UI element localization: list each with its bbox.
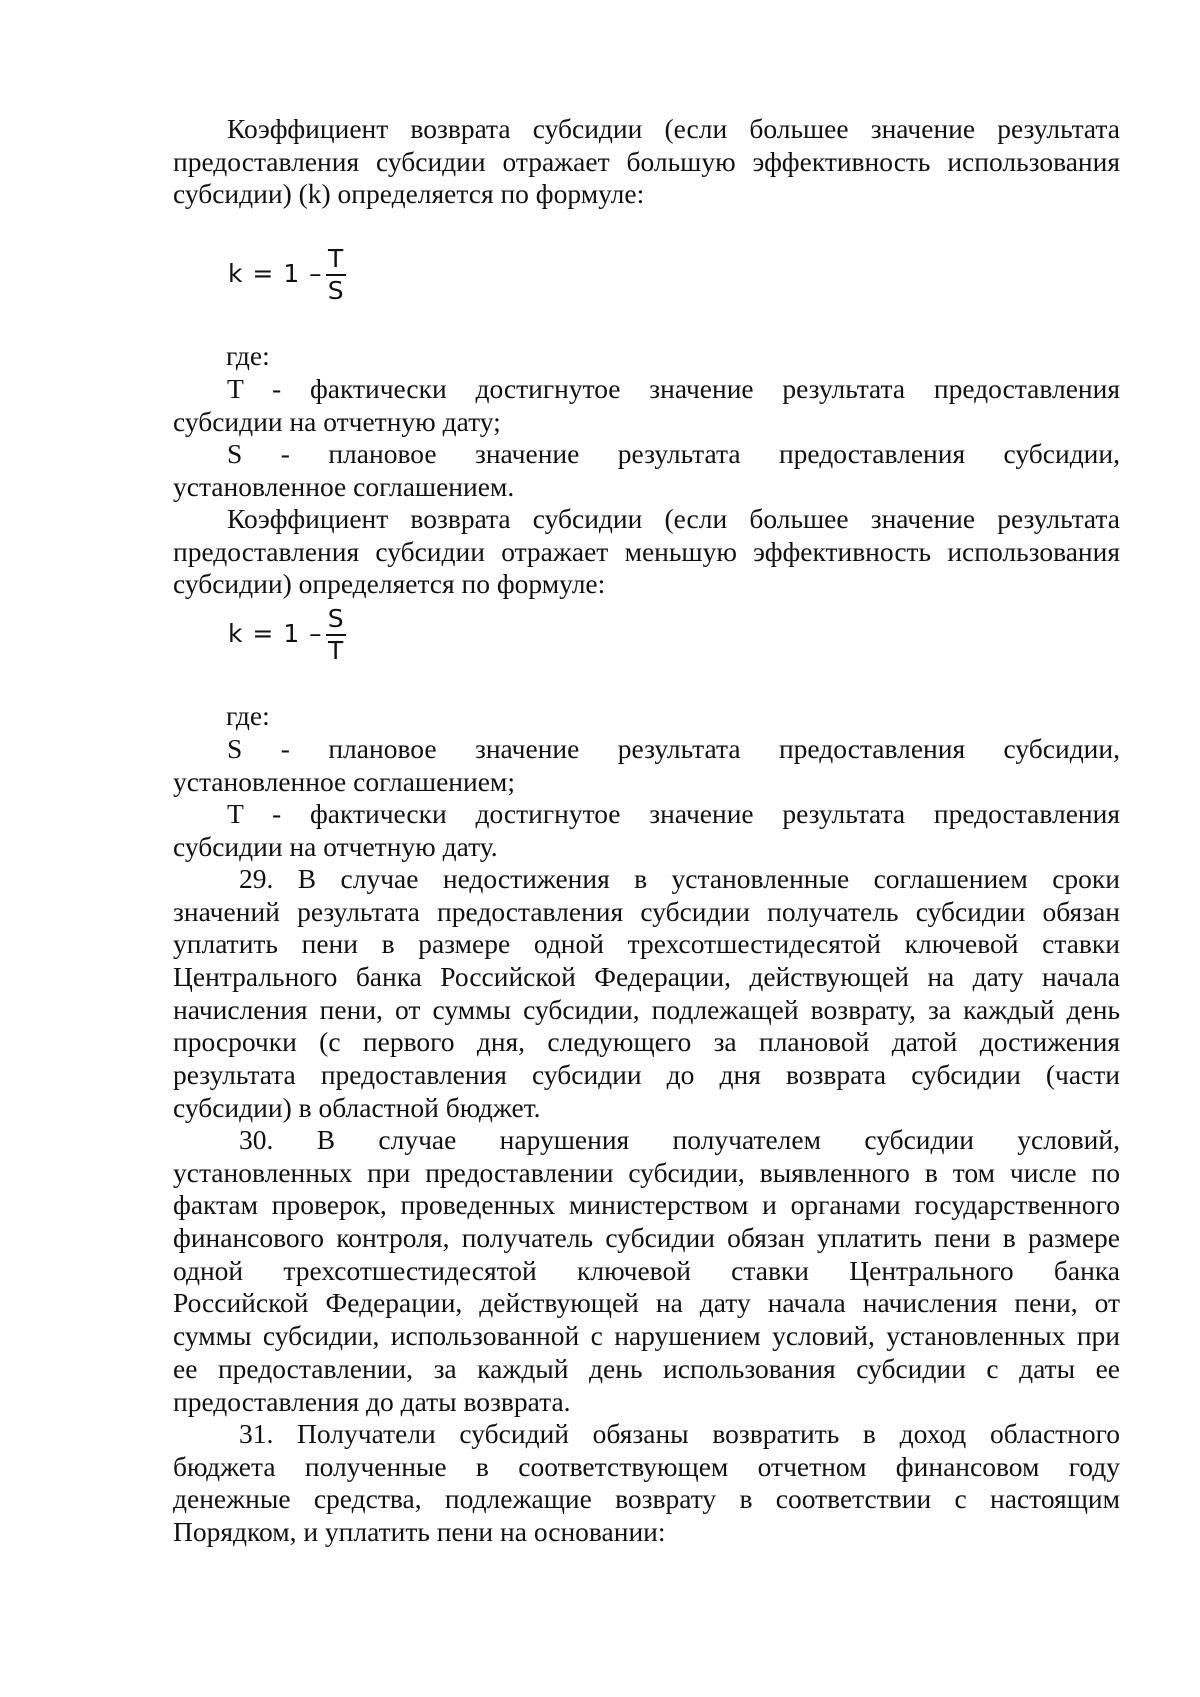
text-line: субсидии) (k) определяется по формуле:: [173, 178, 645, 210]
formula-lhs: k = 1 –: [228, 619, 323, 649]
text-line: бюджета полученные в соответствующем отчетном финансовом году: [173, 1450, 1120, 1482]
text-line: Российской Федерации, действующей на дату начала начисления пени, от: [173, 1287, 1120, 1319]
definition-s: [173, 438, 1120, 503]
text-line: одной трехсотшестидесятой ключевой ставки Центрального банка: [173, 1254, 1120, 1286]
text-line: субсидии) определяется по формуле:: [173, 568, 606, 600]
fraction-denominator: S: [327, 275, 344, 305]
text-line: Центрального банка Российской Федерации, действующей на дату начала: [173, 961, 1120, 993]
text-line: субсидии на отчетную дату.: [173, 830, 498, 862]
text-line: суммы субсидии, использованной с нарушением условий, установленных при: [173, 1320, 1120, 1352]
text-line: уплатить пени в размере одной трехсотшестидесятой ключевой ставки: [173, 928, 1120, 960]
fraction-numerator: T: [328, 244, 344, 273]
text-line: Порядком, и уплатить пени на основании:: [173, 1516, 666, 1548]
text-line: ее предоставлении, за каждый день использования субсидии с даты ее: [173, 1352, 1120, 1384]
text-line: субсидии) в областной бюджет.: [173, 1091, 541, 1123]
text-line: предоставления до даты возврата.: [173, 1385, 571, 1417]
text-line: Коэффициент возврата субсидии (если большее значение результата: [227, 113, 1120, 144]
text-line: финансового контроля, получатель субсидии обязан уплатить пени в размере: [173, 1222, 1120, 1254]
formula-k-one-minus-t-over-s: [228, 244, 346, 306]
text-line: T - фактически достигнутое значение результата предоставления: [227, 373, 1120, 404]
text-line: 31. Получатели субсидий обязаны возвратить в доход областного: [239, 1418, 1120, 1449]
text-line: предоставления субсидии отражает меньшую эффективность использования: [173, 535, 1120, 567]
text-line: результата предоставления субсидии до дня возврата субсидии (части: [173, 1059, 1120, 1091]
paragraph-coefficient-larger: [173, 113, 1120, 211]
paragraph-31: [173, 1418, 1120, 1549]
text-line: начисления пени, от суммы субсидии, подлежащей возврату, за каждый день: [173, 993, 1120, 1025]
fraction: [326, 604, 346, 666]
text-line: T - фактически достигнутое значение результата предоставления: [227, 798, 1120, 829]
text-line: денежные средства, подлежащие возврату в соответствии с настоящим: [173, 1483, 1120, 1515]
text-line: фактам проверок, проведенных министерством и органами государственного: [173, 1189, 1120, 1221]
paragraph-30: [173, 1124, 1120, 1418]
text-line: S - плановое значение результата предоставления субсидии,: [227, 438, 1120, 469]
text-line: просрочки (с первого дня, следующего за плановой датой достижения: [173, 1026, 1120, 1058]
fraction-numerator: S: [327, 604, 344, 633]
text-line: значений результата предоставления субсидии получатель субсидии обязан: [173, 895, 1120, 927]
formula-k-one-minus-s-over-t: [228, 604, 346, 666]
text-line: предоставления субсидии отражает большую эффективность использования: [173, 145, 1120, 177]
text-line: 29. В случае недостижения в установленные соглашением сроки: [239, 863, 1120, 894]
text-line: установленное соглашением.: [173, 470, 515, 502]
where-label: где:: [226, 340, 270, 371]
fraction-denominator: T: [328, 635, 344, 665]
fraction: [326, 244, 346, 306]
definition-t: [173, 798, 1120, 863]
paragraph-29: [173, 863, 1120, 1125]
definition-t: [173, 373, 1120, 438]
formula-lhs: k = 1 –: [228, 259, 323, 289]
text-line: S - плановое значение результата предоставления субсидии,: [227, 733, 1120, 764]
text-line: установленных при предоставлении субсидии, выявленного в том числе по: [173, 1156, 1120, 1188]
definition-s: [173, 733, 1120, 798]
text-line: субсидии на отчетную дату;: [173, 405, 501, 437]
paragraph-coefficient-smaller: [173, 503, 1120, 601]
where-label: где:: [226, 700, 270, 731]
text-line: 30. В случае нарушения получателем субсидии условий,: [239, 1124, 1120, 1155]
text-line: Коэффициент возврата субсидии (если большее значение результата: [227, 503, 1120, 534]
text-line: установленное соглашением;: [173, 765, 515, 797]
